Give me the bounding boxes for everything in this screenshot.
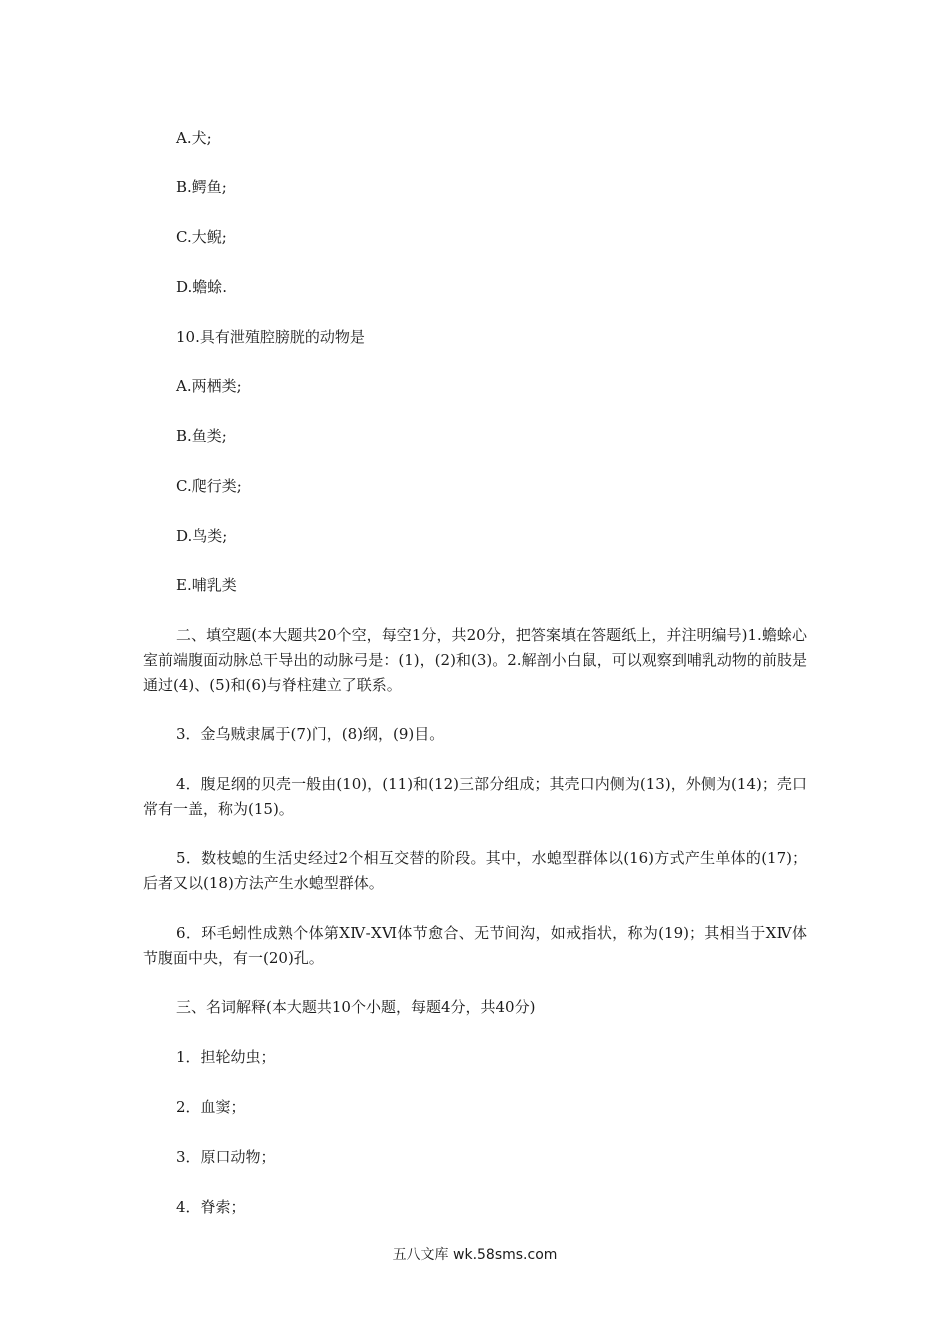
fill-in-item-6: 6．环毛蚓性成熟个体第ⅩⅣ-ⅩⅥ体节愈合、无节间沟，如戒指状，称为(19)；其相当于ⅩⅣ体节腹面中央，有一(20)孔。: [143, 924, 807, 967]
term-1: 1．担轮幼虫；: [176, 1048, 276, 1066]
option-q10-c: C.爬行类;: [176, 477, 242, 495]
fill-in-item-5: 5．数枝螅的生活史经过2个相互交替的阶段。其中，水螅型群体以(16)方式产生单体的(17)；后者又以(18)方法产生水螅型群体。: [143, 849, 807, 892]
fill-in-item-3: 3．金乌贼隶属于(7)门，(8)纲，(9)目。: [176, 725, 445, 743]
option-q9-c: C.大鲵;: [176, 228, 227, 246]
fill-in-item-4: 4．腹足纲的贝壳一般由(10)，(11)和(12)三部分组成；其壳口内侧为(13)，外侧为(14)；壳口常有一盖，称为(15)。: [143, 775, 807, 818]
option-q9-d: D.蟾蜍.: [176, 278, 228, 296]
option-q9-b: B.鳄鱼;: [176, 178, 227, 196]
term-4: 4．脊索；: [176, 1198, 246, 1216]
section-2-fill-in: 二、填空题(本大题共20个空，每空1分，共20分，把答案填在答题纸上，并注明编号)1.蟾蜍心室前端腹面动脉总干导出的动脉弓是：(1)，(2)和(3)。2.解剖小白鼠，可以观察到哺乳动物的前肢是通过(4)、(5)和(6)与脊柱建立了联系。: [143, 626, 807, 694]
option-q10-a: A.两栖类;: [176, 377, 242, 395]
option-q10-d: D.鸟类;: [176, 527, 228, 545]
option-q9-a: A.犬;: [176, 129, 212, 147]
term-2: 2．血窦；: [176, 1098, 246, 1116]
option-q10-b: B.鱼类;: [176, 427, 227, 445]
question-10: 10.具有泄殖腔膀胱的动物是: [176, 328, 365, 346]
option-q10-e: E.哺乳类: [176, 576, 237, 594]
section-3-terms: 三、名词解释(本大题共10个小题，每题4分，共40分): [176, 998, 536, 1016]
term-3: 3．原口动物；: [176, 1148, 276, 1166]
footer-watermark: 五八文库 wk.58sms.com: [392, 1247, 558, 1263]
